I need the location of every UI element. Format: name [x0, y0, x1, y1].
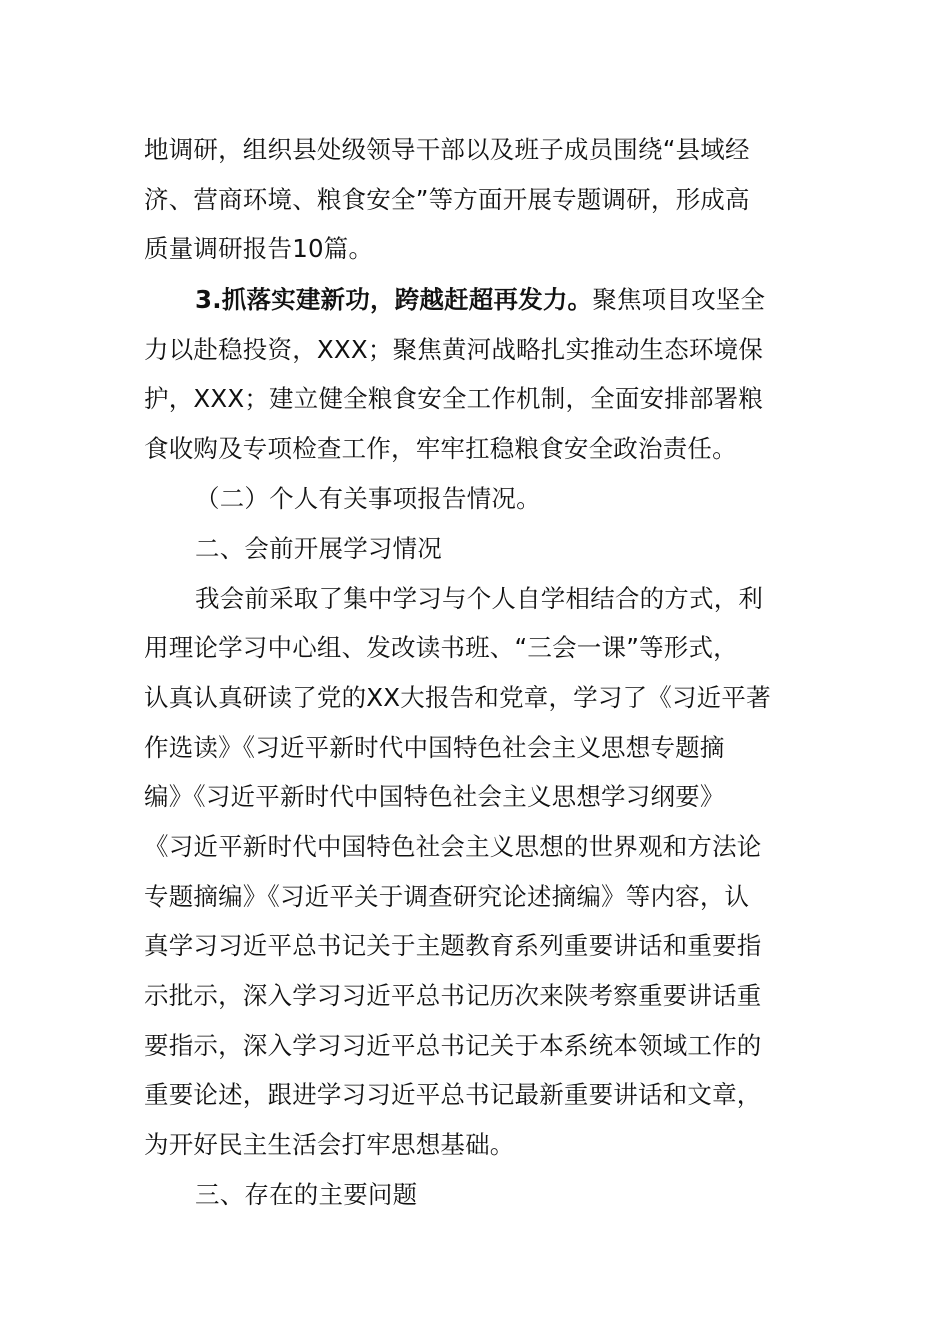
- body-text-line: 作选读》《习近平新时代中国特色社会主义思想专题摘: [144, 733, 725, 762]
- body-text-line: 编》《习近平新时代中国特色社会主义思想学习纲要》: [144, 782, 725, 811]
- item-3-line: [195, 285, 765, 315]
- body-text-line: 用理论学习中心组、发改读书班、“三会一课”等形式，: [144, 633, 738, 662]
- body-text-line: 重要论述，跟进学习习近平总书记最新重要讲话和文章，: [144, 1080, 762, 1109]
- body-text-line: 示批示，深入学习习近平总书记历次来陕考察重要讲话重: [144, 981, 762, 1010]
- body-text-line: 地调研，组织县处级领导干部以及班子成员围绕“县域经: [144, 135, 750, 164]
- section-subheading: （二）个人有关事项报告情况。: [195, 484, 541, 513]
- body-text-line: 我会前采取了集中学习与个人自学相结合的方式，利: [195, 584, 764, 613]
- body-text-line: 要指示，深入学习习近平总书记关于本系统本领域工作的: [144, 1031, 762, 1060]
- section-heading: 三、存在的主要问题: [195, 1180, 418, 1209]
- body-text-line: 质量调研报告10篇。: [144, 234, 374, 263]
- section-heading: 二、会前开展学习情况: [195, 534, 442, 563]
- body-text-line: 济、营商环境、粮食安全”等方面开展专题调研，形成高: [144, 185, 750, 214]
- body-text-line: 护，XXX；建立健全粮食安全工作机制，全面安排部署粮: [144, 384, 764, 413]
- body-text-line: 真学习习近平总书记关于主题教育系列重要讲话和重要指: [144, 931, 762, 960]
- item-3-text: 聚焦项目攻坚全: [592, 285, 766, 314]
- body-text-line: 力以赴稳投资，XXX；聚焦黄河战略扎实推动生态环境保: [144, 335, 764, 364]
- body-text-line: 为开好民主生活会打牢思想基础。: [144, 1130, 515, 1159]
- item-3-heading: 3.抓落实建新功，跨越赶超再发力。: [195, 285, 593, 314]
- body-text-line: 《习近平新时代中国特色社会主义思想的世界观和方法论: [144, 832, 762, 861]
- body-text-line: 认真认真研读了党的XX大报告和党章，学习了《习近平著: [144, 683, 771, 712]
- body-text-line: 食收购及专项检查工作，牢牢扛稳粮食安全政治责任。: [144, 434, 737, 463]
- body-text-line: 专题摘编》《习近平关于调查研究论述摘编》等内容，认: [144, 882, 750, 911]
